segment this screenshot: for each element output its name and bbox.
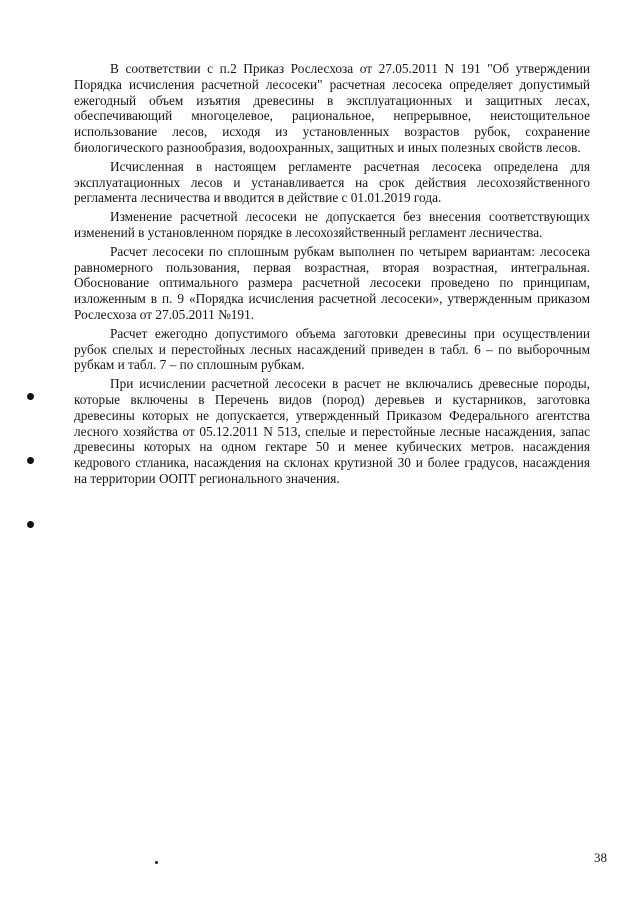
paragraph-2: Исчисленная в настоящем регламенте расчетная лесосека определена для эксплуатационных лесов и устанавливается на срок действия лесохозяйственного регламента лесничества и вводится в действие с 01.01.2019 года.: [74, 158, 590, 206]
scan-speck: [155, 861, 158, 864]
paragraph-4: Расчет лесосеки по сплошным рубкам выполнен по четырем вариантам: лесосека равномерного пользования, первая возрастная, вторая возрастная, интегральная. Обоснование оптимального размера расчетной лесосеки проведено по принципам, изложенным в п. 9 «Порядка исчисления расчетной лесосеки», утвержденным приказом Рослесхоза от 27.05.2011 №191.: [74, 243, 590, 322]
binder-hole-mark: [27, 521, 34, 528]
page-number: 38: [594, 850, 607, 865]
paragraph-5: Расчет ежегодно допустимого объема заготовки древесины при осуществлении рубок спелых и перестойных лесных насаждений приведен в табл. 6 – по выборочным рубкам и табл. 7 – по сплошным рубкам.: [74, 325, 590, 373]
paragraph-6: При исчислении расчетной лесосеки в расчет не включались древесные породы, которые включены в Перечень видов (пород) деревьев и кустарников, заготовка древесины которых не допускается, утвержденный Приказом Федерального агентства лесного хозяйства от 05.12.2011 N 513, спелые и перестойные лесные насаждения, запас древесины которых на одном гектаре 50 и менее кубических метров. насаждения кедрового стланика, насаждения на склонах крутизной 30 и более градусов, насаждения на территории ООПТ регионального значения.: [74, 376, 590, 486]
body-text: [74, 61, 590, 490]
paragraph-3: Изменение расчетной лесосеки не допускается без внесения соответствующих изменений в установленном порядке в лесохозяйственный регламент лесничества.: [74, 209, 590, 240]
binder-hole-mark: [27, 457, 34, 464]
binder-hole-mark: [27, 393, 34, 400]
paragraph-1: В соответствии с п.2 Приказ Рослесхоза от 27.05.2011 N 191 "Об утверждении Порядка исчисления расчетной лесосеки" расчетная лесосека определяет допустимый ежегодный объем изъятия древесины в эксплуатационных и защитных лесах, обеспечивающий многоцелевое, рациональное, непрерывное, неистощительное использование лесов, исходя из установленных возрастов рубок, сохранение биологического разнообразия, водоохранных, защитных и иных полезных свойств лесов.: [74, 61, 590, 155]
